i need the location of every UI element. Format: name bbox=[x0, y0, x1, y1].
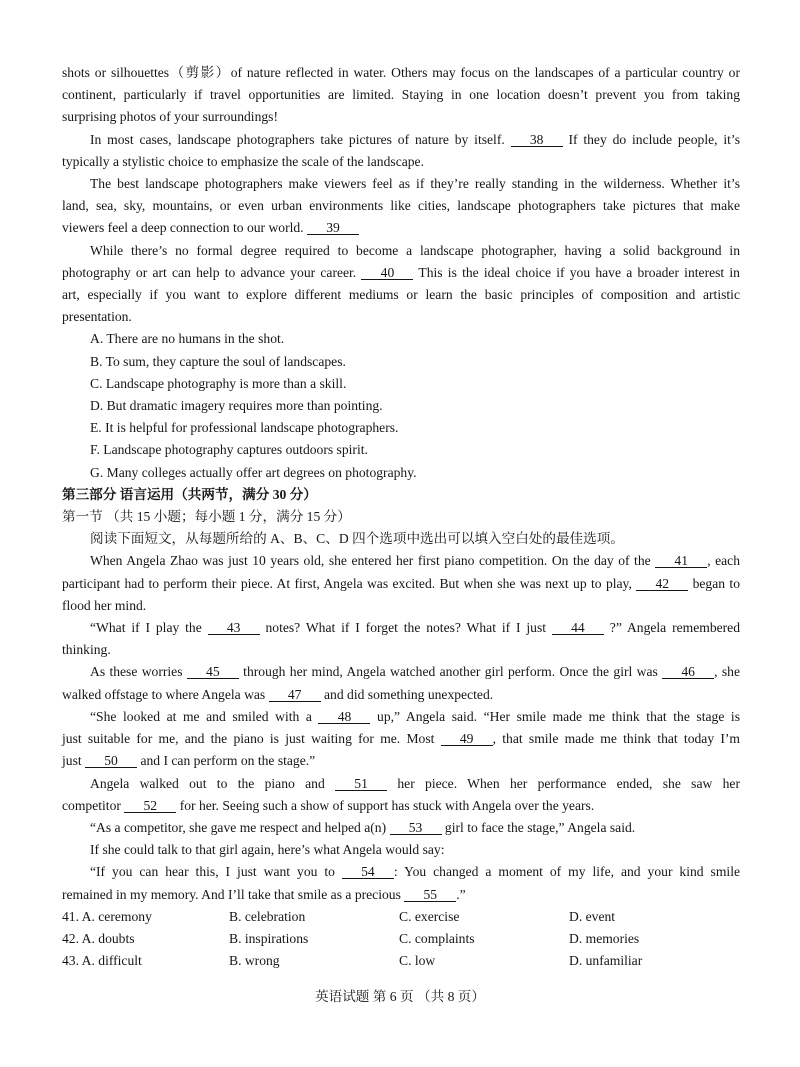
blank-49: 49 bbox=[441, 732, 493, 746]
line-text: : You changed a moment of my life, and your kind smile bbox=[393, 864, 740, 880]
choice-A bbox=[62, 906, 229, 928]
line-text: continent, particularly if travel opportunities are limited. Staying in one location doesn’t prevent you from taking bbox=[62, 87, 740, 103]
line-text: participant had to perform their piece. At first, Angela was excited. But when she was next up to play, bbox=[62, 575, 637, 591]
choice-text: B. celebration bbox=[229, 908, 306, 924]
line-text: photography or art can help to advance your career. bbox=[62, 264, 362, 280]
line-text: girl to face the stage,” Angela said. bbox=[441, 819, 636, 835]
blank-54: 54 bbox=[342, 865, 394, 879]
question-42 bbox=[62, 928, 740, 950]
line-text: , that smile made me think that today I’m bbox=[492, 731, 741, 747]
choice-D bbox=[569, 950, 740, 972]
choice-text: A. doubts bbox=[81, 930, 135, 946]
blank-41: 41 bbox=[655, 554, 707, 568]
choice-B bbox=[229, 906, 399, 928]
option-E: E. It is helpful for professional landscape photographers. bbox=[90, 420, 399, 436]
page-footer: 英语试题 第 6 页 （共 8 页） bbox=[315, 989, 485, 1004]
line-text: , each bbox=[707, 553, 740, 569]
line-text: , she bbox=[714, 664, 740, 680]
line-text: and I can perform on the stage.” bbox=[137, 753, 316, 769]
text-line bbox=[62, 639, 740, 661]
line-text: ?” Angela remembered bbox=[603, 620, 741, 636]
line-text: “She looked at me and smiled with a bbox=[90, 708, 319, 724]
text-line bbox=[62, 240, 740, 262]
line-text: “What if I play the bbox=[90, 620, 208, 636]
question-43 bbox=[62, 950, 740, 972]
text-line bbox=[62, 861, 740, 883]
blank-45: 45 bbox=[187, 665, 239, 679]
text-line bbox=[62, 817, 740, 839]
choice-text: D. event bbox=[569, 908, 616, 924]
paragraph bbox=[62, 129, 740, 173]
choice-D bbox=[569, 906, 740, 928]
line-text: art, especially if you want to explore different mediums or learn the basic principles of composition and artistic bbox=[62, 287, 740, 303]
line-text: viewers feel a deep connection to our world. bbox=[62, 220, 307, 236]
text-line bbox=[62, 839, 740, 861]
line-text: .” bbox=[456, 886, 466, 902]
blank-48: 48 bbox=[318, 710, 370, 724]
line-text: began to bbox=[688, 575, 740, 591]
choice-text: A. ceremony bbox=[81, 908, 152, 924]
reading-passage bbox=[62, 62, 740, 328]
blank-55: 55 bbox=[404, 888, 456, 902]
option-D: D. But dramatic imagery requires more than pointing. bbox=[90, 398, 383, 414]
cloze-options bbox=[62, 906, 740, 973]
blank-50: 50 bbox=[85, 754, 137, 768]
blank-53: 53 bbox=[390, 821, 442, 835]
line-text: just bbox=[62, 753, 86, 769]
text-line bbox=[62, 884, 740, 906]
blank-47: 47 bbox=[269, 688, 321, 702]
choice-text: D. memories bbox=[569, 930, 640, 946]
paragraph bbox=[62, 550, 740, 617]
line-text: As these worries bbox=[90, 664, 187, 680]
instructions: 阅读下面短文，从每题所给的 A、B、C、D 四个选项中选出可以填入空白处的最佳选项。 bbox=[90, 531, 624, 547]
choice-text: D. unfamiliar bbox=[569, 953, 643, 969]
text-line bbox=[62, 129, 740, 151]
choice-B bbox=[229, 928, 399, 950]
question-41 bbox=[62, 906, 740, 928]
line-text: In most cases, landscape photographers take pictures of nature by itself. bbox=[90, 131, 511, 147]
line-text: just suitable for me, and the piano is just waiting for me. Most bbox=[62, 731, 441, 747]
text-line bbox=[62, 151, 740, 173]
option-C: C. Landscape photography is more than a skill. bbox=[90, 375, 347, 391]
blank-51: 51 bbox=[335, 777, 387, 791]
option-G: G. Many colleges actually offer art degrees on photography. bbox=[90, 464, 417, 480]
line-text: through her mind, Angela watched another girl perform. Once the girl was bbox=[238, 664, 663, 680]
text-line bbox=[62, 62, 740, 84]
paragraph bbox=[62, 839, 740, 861]
paragraph bbox=[62, 661, 740, 705]
text-line bbox=[62, 617, 740, 639]
choice-text: C. exercise bbox=[399, 908, 460, 924]
line-text: “If you can hear this, I just want you to bbox=[90, 864, 342, 880]
blank-43: 43 bbox=[208, 621, 260, 635]
text-line bbox=[62, 795, 740, 817]
line-text: and did something unexpected. bbox=[320, 686, 494, 702]
choice-text: C. complaints bbox=[399, 930, 475, 946]
line-text: for her. Seeing such a show of support has stuck with Angela over the years. bbox=[176, 797, 595, 813]
text-line bbox=[62, 84, 740, 106]
text-line bbox=[62, 217, 740, 239]
paragraph bbox=[62, 706, 740, 773]
option-F: F. Landscape photography captures outdoors spirit. bbox=[90, 442, 368, 458]
paragraph bbox=[62, 240, 740, 329]
blank-44: 44 bbox=[552, 621, 604, 635]
choice-A bbox=[62, 928, 229, 950]
choice-C bbox=[399, 950, 569, 972]
choice-D bbox=[569, 928, 740, 950]
line-text: flood her mind. bbox=[62, 597, 147, 613]
text-line bbox=[62, 195, 740, 217]
line-text: land, sea, sky, mountains, or even urban environments like cities, landscape photographers take pictures that make bbox=[62, 198, 740, 214]
text-line bbox=[62, 750, 740, 772]
option-B: B. To sum, they capture the soul of landscapes. bbox=[90, 353, 346, 369]
text-line bbox=[62, 262, 740, 284]
line-text: “As a competitor, she gave me respect and helped a(n) bbox=[90, 819, 390, 835]
choice-text: B. wrong bbox=[229, 953, 280, 969]
choice-C bbox=[399, 928, 569, 950]
exam-page bbox=[62, 62, 740, 972]
text-line bbox=[62, 595, 740, 617]
text-line bbox=[62, 684, 740, 706]
paragraph bbox=[62, 617, 740, 661]
line-text: her piece. When her performance ended, she saw her bbox=[387, 775, 740, 791]
blank-39: 39 bbox=[307, 221, 359, 235]
line-text: surprising photos of your surroundings! bbox=[62, 109, 278, 125]
line-text: thinking. bbox=[62, 642, 111, 658]
option-A: A. There are no humans in the shot. bbox=[90, 331, 285, 347]
text-line bbox=[62, 284, 740, 306]
text-line bbox=[62, 773, 740, 795]
line-text: competitor bbox=[62, 797, 125, 813]
line-text: When Angela Zhao was just 10 years old, she entered her first piano competition. On the day of the bbox=[90, 553, 656, 569]
line-text: typically a stylistic choice to emphasize the scale of the landscape. bbox=[62, 153, 424, 169]
text-line bbox=[62, 728, 740, 750]
paragraph bbox=[62, 773, 740, 817]
paragraph bbox=[62, 817, 740, 839]
text-line bbox=[62, 706, 740, 728]
seven-choose-five-options bbox=[62, 328, 740, 483]
line-text: This is the ideal choice if you have a broader interest in bbox=[413, 264, 740, 280]
line-text: While there’s no formal degree required to become a landscape photographer, having a solid background in bbox=[90, 242, 740, 258]
line-text: remained in my memory. And I’ll take that smile as a precious bbox=[62, 886, 405, 902]
choice-A bbox=[62, 950, 229, 972]
text-line bbox=[62, 550, 740, 572]
line-text: If she could talk to that girl again, here’s what Angela would say: bbox=[90, 842, 445, 858]
choice-text: C. low bbox=[399, 953, 436, 969]
section-title: 第一节 （共 15 小题；每小题 1 分，满分 15 分） bbox=[62, 509, 351, 525]
line-text: If they do include people, it’s bbox=[562, 131, 740, 147]
question-number: 41. bbox=[62, 908, 79, 924]
choice-C bbox=[399, 906, 569, 928]
blank-46: 46 bbox=[662, 665, 714, 679]
question-number: 43. bbox=[62, 953, 79, 969]
text-line bbox=[62, 106, 740, 128]
line-text: shots or silhouettes（剪影）of nature reflected in water. Others may focus on the landscapes of a particular country or bbox=[62, 65, 740, 80]
line-text: walked offstage to where Angela was bbox=[62, 686, 269, 702]
choice-B bbox=[229, 950, 399, 972]
line-text: up,” Angela said. “Her smile made me think that the stage is bbox=[370, 708, 740, 724]
text-line bbox=[62, 173, 740, 195]
paragraph bbox=[62, 62, 740, 129]
line-text: Angela walked out to the piano and bbox=[90, 775, 336, 791]
choice-text: A. difficult bbox=[81, 953, 142, 969]
line-text: notes? What if I forget the notes? What if I just bbox=[259, 620, 552, 636]
blank-52: 52 bbox=[124, 799, 176, 813]
blank-38: 38 bbox=[511, 133, 563, 147]
paragraph bbox=[62, 173, 740, 240]
line-text: presentation. bbox=[62, 309, 132, 325]
blank-42: 42 bbox=[636, 577, 688, 591]
blank-40: 40 bbox=[361, 266, 413, 280]
text-line bbox=[62, 306, 740, 328]
text-line bbox=[62, 573, 740, 595]
line-text: The best landscape photographers make viewers feel as if they’re really standing in the wilderness. Whether it’s bbox=[90, 176, 740, 192]
cloze-passage bbox=[62, 550, 740, 905]
part-heading: 第三部分 语言运用（共两节，满分 30 分） bbox=[62, 486, 317, 502]
question-number: 42. bbox=[62, 930, 79, 946]
paragraph bbox=[62, 861, 740, 905]
choice-text: B. inspirations bbox=[229, 930, 309, 946]
text-line bbox=[62, 661, 740, 683]
